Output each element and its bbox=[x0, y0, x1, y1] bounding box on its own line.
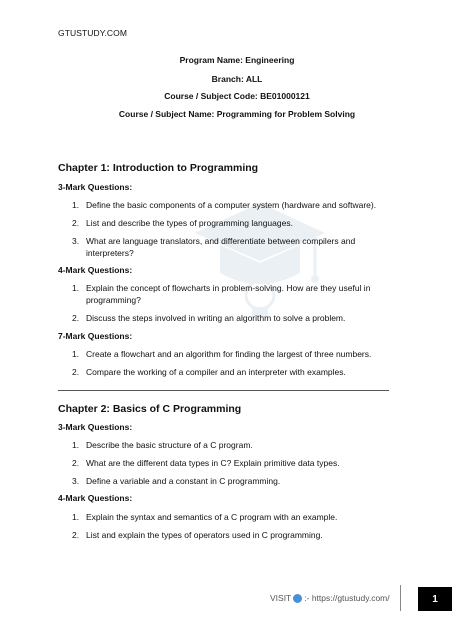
site-header: GTUSTUDY.COM bbox=[58, 28, 128, 38]
question-number: 3. bbox=[72, 476, 80, 486]
question-text: Explain the syntax and semantics of a C program with an example. bbox=[86, 512, 338, 522]
question-text: What are language translators, and differentiate between compilers and interpreters? bbox=[86, 236, 356, 258]
question-number: 1. bbox=[72, 200, 80, 210]
question-text: Explain the concept of flowcharts in problem-solving. How are they useful in programming? bbox=[86, 283, 371, 305]
footer-divider bbox=[400, 585, 401, 611]
question-item bbox=[72, 312, 402, 324]
footer-url-link[interactable]: :- https://gtustudy.com/ bbox=[304, 593, 390, 603]
question-item bbox=[72, 282, 402, 306]
question-item bbox=[72, 366, 402, 378]
question-item bbox=[72, 475, 402, 487]
mark-heading: 7-Mark Questions: bbox=[58, 331, 133, 341]
question-number: 2. bbox=[72, 458, 80, 468]
question-number: 2. bbox=[72, 313, 80, 323]
question-text: List and describe the types of programming languages. bbox=[86, 218, 293, 228]
subject-name: Course / Subject Name: Programming for Problem Solving bbox=[118, 109, 356, 119]
question-text: Define the basic components of a computer system (hardware and software). bbox=[86, 200, 377, 210]
question-text: What are the different data types in C? Explain primitive data types. bbox=[86, 458, 340, 468]
chapter-title: Chapter 1: Introduction to Programming bbox=[58, 162, 259, 174]
section-divider bbox=[58, 390, 389, 391]
question-text: Compare the working of a compiler and an interpreter with examples. bbox=[86, 367, 346, 377]
question-text: List and explain the types of operators used in C programming. bbox=[86, 530, 323, 540]
question-text: Describe the basic structure of a C program. bbox=[86, 440, 253, 450]
question-item bbox=[72, 348, 402, 360]
mark-heading: 3-Mark Questions: bbox=[58, 422, 133, 432]
question-item bbox=[72, 529, 402, 541]
question-number: 1. bbox=[72, 440, 80, 450]
question-item bbox=[72, 511, 402, 523]
question-number: 1. bbox=[72, 283, 80, 293]
question-text: Discuss the steps involved in writing an algorithm to solve a problem. bbox=[86, 313, 346, 323]
question-item bbox=[72, 199, 402, 211]
chapter-title: Chapter 2: Basics of C Programming bbox=[58, 403, 242, 415]
visit-label: VISIT bbox=[270, 593, 292, 603]
mark-heading: 4-Mark Questions: bbox=[58, 493, 133, 503]
question-text: Define a variable and a constant in C programming. bbox=[86, 476, 281, 486]
question-number: 2. bbox=[72, 367, 80, 377]
mark-heading: 3-Mark Questions: bbox=[58, 182, 133, 192]
page-number: 1 bbox=[418, 587, 452, 611]
question-item bbox=[72, 457, 402, 469]
question-number: 1. bbox=[72, 512, 80, 522]
question-number: 2. bbox=[72, 530, 80, 540]
globe-icon bbox=[293, 594, 302, 603]
question-number: 3. bbox=[72, 236, 80, 246]
program-name: Program Name: Engineering bbox=[179, 55, 295, 65]
mark-heading: 4-Mark Questions: bbox=[58, 265, 133, 275]
branch-name: Branch: ALL bbox=[211, 74, 263, 84]
question-item bbox=[72, 235, 402, 259]
question-item bbox=[72, 439, 402, 451]
question-item bbox=[72, 217, 402, 229]
question-text: Create a flowchart and an algorithm for finding the largest of three numbers. bbox=[86, 349, 372, 359]
question-number: 2. bbox=[72, 218, 80, 228]
subject-code: Course / Subject Code: BE01000121 bbox=[164, 91, 310, 101]
question-number: 1. bbox=[72, 349, 80, 359]
footer-visit[interactable] bbox=[270, 593, 390, 603]
